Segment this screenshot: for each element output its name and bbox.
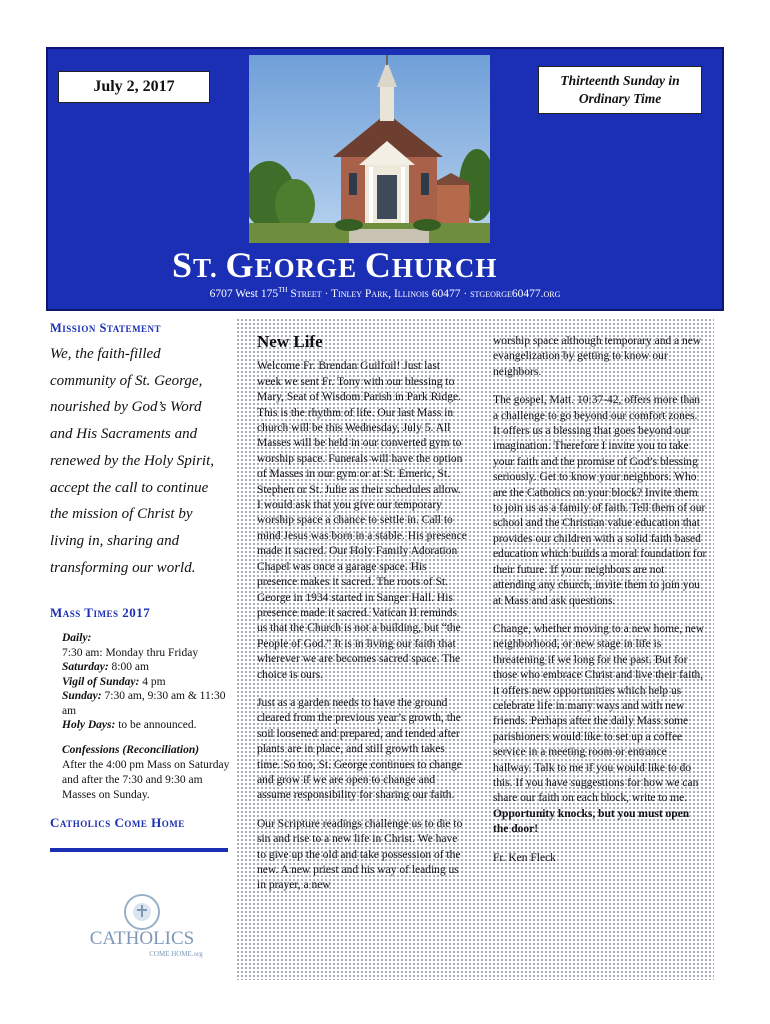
mission-heading: Mission Statement bbox=[50, 321, 162, 335]
mission-line: renewed by the Holy Spirit, bbox=[50, 452, 214, 469]
article-column-2 bbox=[493, 334, 707, 879]
mission-line: We, the faith-filled bbox=[50, 346, 161, 362]
mission-line: community of St. George, bbox=[50, 372, 203, 389]
church-name-part: S bbox=[172, 245, 194, 285]
logo-subtext: COME HOME.org bbox=[149, 950, 203, 958]
article-paragraph: Change, whether moving to a new home, new neighborhood, or new stage in life is threatening if we long for the past. But for those who embrace Christ and live their faith, it offers new opportunities which help us celebrate life in many ways and with new friends. Perhaps after the daily Mass some parishioners would like to set up a coffee service in a meeting room or entrance hallway. Talk to me if you would like to do this. If you have suggestions for how we can share our faith on each block, write to me. bbox=[493, 622, 705, 805]
vigil-label: Vigil of Sunday: bbox=[62, 675, 140, 688]
sunday-text: 7:30 am, 9:30 am & 11:30 am bbox=[62, 690, 226, 717]
mass-times-heading: Mass Times 2017 bbox=[50, 605, 151, 620]
bulletin-date: July 2, 2017 bbox=[93, 78, 175, 95]
confessions bbox=[62, 743, 232, 803]
mission-line: accept the call to continue bbox=[50, 479, 209, 496]
mission-statement bbox=[50, 341, 230, 581]
church-name-part: HURCH bbox=[391, 253, 498, 283]
church-name-part: G bbox=[225, 245, 255, 285]
logo-text: CATHOLICS bbox=[89, 928, 195, 949]
daily-label: Daily: bbox=[62, 632, 92, 644]
church-name bbox=[172, 244, 592, 286]
church-name-part: C bbox=[364, 245, 392, 285]
holy-days-label: Holy Days: bbox=[62, 719, 116, 731]
holy-days-text: to be announced. bbox=[115, 719, 197, 731]
liturgical-day-line1: Thirteenth Sunday in bbox=[560, 73, 680, 88]
article-closing: Opportunity knocks, but you must open the door! bbox=[493, 807, 690, 836]
article-paragraph: Our Scripture readings challenge us to die to sin and rise to a new life in Christ. We have to give up the old and take possession of the new. A new priest and his way of leading us in prayer, a new bbox=[257, 817, 463, 892]
sidebar-divider bbox=[50, 848, 228, 852]
liturgical-day-line2: Ordinary Time bbox=[578, 91, 662, 106]
confessions-text: After the 4:00 pm Mass on Saturday and after the 7:30 and 9:30 am Masses on Sunday. bbox=[62, 759, 230, 801]
mass-times bbox=[62, 631, 230, 733]
article-paragraph: worship space although temporary and a new evangelization by getting to know our neighbors. bbox=[493, 335, 702, 378]
mission-line: nourished by God’s Word bbox=[50, 399, 202, 416]
church-name-part: T. bbox=[193, 253, 226, 283]
address-superscript: TH bbox=[278, 286, 288, 294]
church-address bbox=[160, 286, 610, 300]
mission-line: the mission of Christ by bbox=[50, 506, 193, 523]
mission-line: transforming our world. bbox=[50, 559, 196, 576]
liturgical-day-box bbox=[538, 66, 702, 114]
date-box bbox=[58, 71, 210, 103]
address-part: Street · Tinley Park, Illinois 60477 · stgeorge60477.org bbox=[287, 287, 561, 300]
article-title: New Life bbox=[257, 332, 323, 351]
article-paragraph: Welcome Fr. Brendan Guilfoil! Just last week we sent Fr. Tony with our blessing to Mary, Seat of Wisdom Parish in Park Ridge. This is the rhythm of life. Our last Mass in church will be this Wednesday, July 5. All Masses will be held in our converted gym to worship space. Funerals will have the option of Masses in our gym or at St. Emeric, St. Stephen or St. Julie as their schedules allow. I would ask that you give our temporary worship space a chance to settle in. Call to mind Jesus was born in a stable. His presence made it sacred. Our Holy Family Adoration Chapel was once a garage space. His presence makes it sacred. The roots of St. George in 1934 started in Sanger Hall. His presence made it sacred. Vatican II reminds us that the Church is not a building, but “the People of God.” It is in living our faith that wherever we are becomes sacred space. The choice is ours. bbox=[257, 360, 467, 681]
article-column-1 bbox=[257, 334, 467, 907]
confessions-label: Confessions (Reconciliation) bbox=[62, 744, 200, 756]
saturday-label: Saturday: bbox=[62, 661, 109, 673]
daily-text: 7:30 am: Monday thru Friday bbox=[62, 646, 199, 659]
article-signature: Fr. Ken Fleck bbox=[493, 851, 556, 864]
article-paragraph: The gospel, Matt. 10:37-42, offers more than a challenge to go beyond our comfort zones. It offers us a blessing that goes beyond our imagination. Therefore I invite you to take your faith and the promise of God’s blessing seriously. Get to know your neighbors. Who are the Catholics on your block? Invite them to join us as a family of faith. Tell them of our school and the Christian value education that provides our children with a solid faith based education which builds a moral foundation for their future. If your neighbors are not attending any church, invite them to join you at Mass and ask questions. bbox=[493, 394, 707, 607]
sunday-label: Sunday: bbox=[62, 690, 102, 702]
saturday-text: 8:00 am bbox=[108, 661, 149, 673]
mission-line: and His Sacraments and bbox=[50, 426, 198, 443]
catholics-come-home-heading: Catholics Come Home bbox=[50, 815, 185, 830]
church-name-part: EORGE bbox=[254, 253, 365, 283]
church-photo bbox=[249, 55, 490, 243]
vigil-text: 4 pm bbox=[139, 675, 166, 688]
address-part: 6707 West 175 bbox=[209, 287, 279, 300]
article-paragraph: Just as a garden needs to have the ground cleared from the previous year’s growth, the soil loosened and prepared, and tended after plants are in place, and still growth takes time. So too, St. George continues to change and grow if we are open to change and assume responsibility for sharing our faith. bbox=[257, 696, 462, 802]
catholics-come-home-logo bbox=[80, 892, 205, 960]
mission-line: living in, sharing and bbox=[50, 532, 180, 549]
